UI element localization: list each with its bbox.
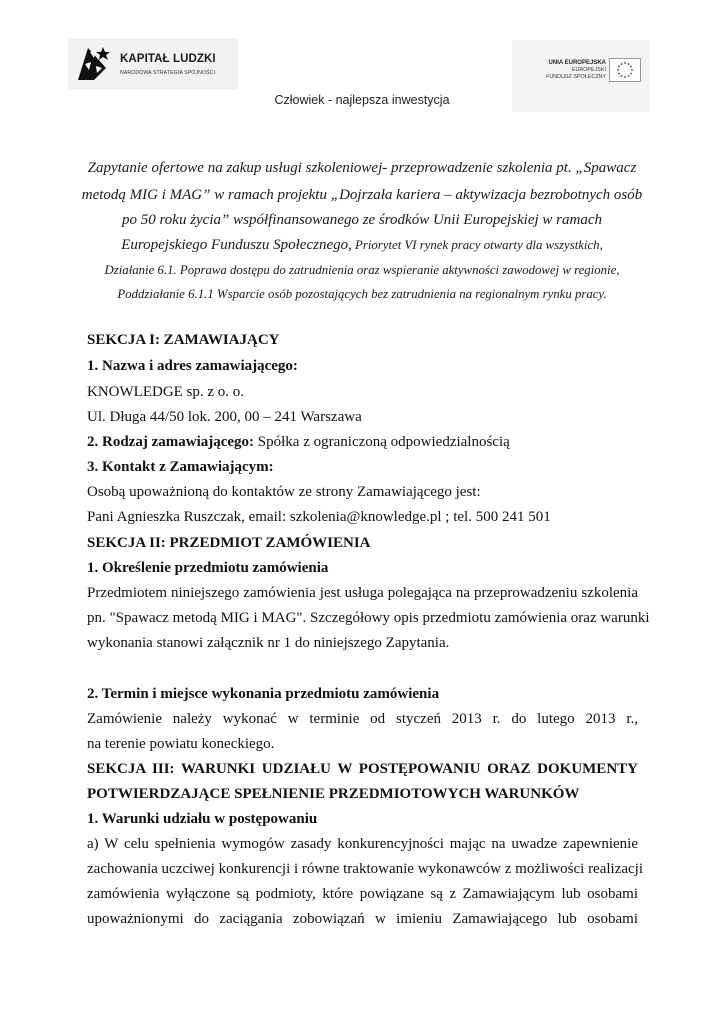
section-1-1-heading: 1. Nazwa i adres zamawiającego: — [87, 358, 298, 374]
kapital-ludzki-title: KAPITAŁ LUDZKI — [120, 53, 216, 65]
section-1-2-value: Spółka z ograniczoną odpowiedzialnością — [254, 434, 510, 450]
title-line-1: Zapytanie ofertowe na zakup usługi szkoleniowej- przeprowadzenie szkolenia pt. „Spawacz — [87, 160, 637, 176]
motto: Człowiek - najlepsza inwestycja — [274, 93, 450, 107]
kapital-ludzki-subtitle: NARODOWA STRATEGIA SPÓJNOŚCI — [120, 70, 216, 76]
contact-line-2: Pani Agnieszka Ruszczak, email: szkolenia@knowledge.pl ; tel. 500 241 501 — [87, 509, 551, 525]
title-line-4-main: Europejskiego Funduszu Społecznego, — [121, 237, 352, 253]
kapital-ludzki-figure-icon — [76, 44, 110, 82]
section-3-heading-line-1: SEKCJA III: WARUNKI UDZIAŁU W POSTĘPOWANIU ORAZ DOKUMENTY — [87, 761, 638, 777]
section-2-2-heading: 2. Termin i miejsce wykonania przedmiotu zamówienia — [87, 686, 440, 702]
section-2-1-line-3: wykonania stanowi załącznik nr 1 do niniejszego Zapytania. — [87, 635, 450, 651]
title-line-5: Działanie 6.1. Poprawa dostępu do zatrudnienia oraz wspieranie aktywności zawodowej w regionie, — [104, 263, 620, 277]
section-3-1-line-4: upoważnionymi do zaciągania zobowiązań w imieniu Zamawiającego lub osobami — [87, 911, 638, 927]
eu-logo-text — [546, 60, 606, 81]
section-2-heading: SEKCJA II: PRZEDMIOT ZAMÓWIENIA — [87, 535, 371, 551]
company-name: KNOWLEDGE sp. z o. o. — [87, 384, 245, 400]
eu-logo-line2: EUROPEJSKI — [571, 67, 606, 73]
section-2-1-heading: 1. Określenie przedmiotu zamówienia — [87, 560, 329, 576]
section-2-2-line-2: na terenie powiatu koneckiego. — [87, 736, 275, 752]
title-line-4 — [60, 237, 664, 254]
title-line-6: Poddziałanie 6.1.1 Wsparcie osób pozostających bez zatrudnienia na regionalnym rynku pracy. — [117, 287, 607, 301]
section-3-heading-line-2: POTWIERDZAJĄCE SPEŁNIENIE PRZEDMIOTOWYCH WARUNKÓW — [87, 786, 580, 802]
section-1-3-heading: 3. Kontakt z Zamawiającym: — [87, 459, 274, 475]
section-3-1-line-3: zamówienia wyłączone są podmioty, które powiązane są z Zamawiającym lub osobami — [87, 886, 638, 902]
contact-line-1: Osobą upoważnioną do kontaktów ze strony Zamawiającego jest: — [87, 484, 481, 500]
section-3-1-heading: 1. Warunki udziału w postępowaniu — [87, 811, 318, 827]
section-2-2-line-1: Zamówienie należy wykonać w terminie od styczeń 2013 r. do lutego 2013 r., — [87, 711, 638, 727]
title-line-2: metodą MIG i MAG” w ramach projektu „Dojrzała kariera – aktywizacja bezrobotnych osób — [81, 187, 643, 203]
title-line-3: po 50 roku życia” współfinansowanego ze środków Unii Europejskiej w ramach — [122, 212, 602, 228]
title-line-4-small: Priorytet VI rynek pracy otwarty dla wszystkich, — [351, 238, 603, 252]
section-1-2-line — [87, 434, 510, 451]
section-2-1-line-2: pn. "Spawacz metodą MIG i MAG". Szczegółowy opis przedmiotu zamówienia oraz warunki — [87, 610, 650, 626]
section-3-1-line-1: a) W celu spełnienia wymogów zasady konkurencyjności mając na uwadze zapewnienie — [87, 836, 638, 852]
eu-logo-line1: UNIA EUROPEJSKA — [548, 60, 606, 66]
company-address: Ul. Długa 44/50 lok. 200, 00 – 241 Warszawa — [87, 409, 362, 425]
section-1-2-label: 2. Rodzaj zamawiającego: — [87, 434, 255, 450]
eu-flag-icon — [609, 58, 641, 82]
section-1-heading: SEKCJA I: ZAMAWIAJĄCY — [87, 332, 280, 348]
kapital-ludzki-logo — [68, 38, 238, 90]
eu-logo-line3: FUNDUSZ SPOŁECZNY — [546, 74, 606, 80]
section-2-1-line-1: Przedmiotem niniejszego zamówienia jest usługa polegająca na przeprowadzeniu szkolenia — [87, 585, 638, 601]
section-3-1-line-2: zachowania uczciwej konkurencji i równe traktowanie wykonawców z możliwości realizacji — [87, 861, 644, 877]
